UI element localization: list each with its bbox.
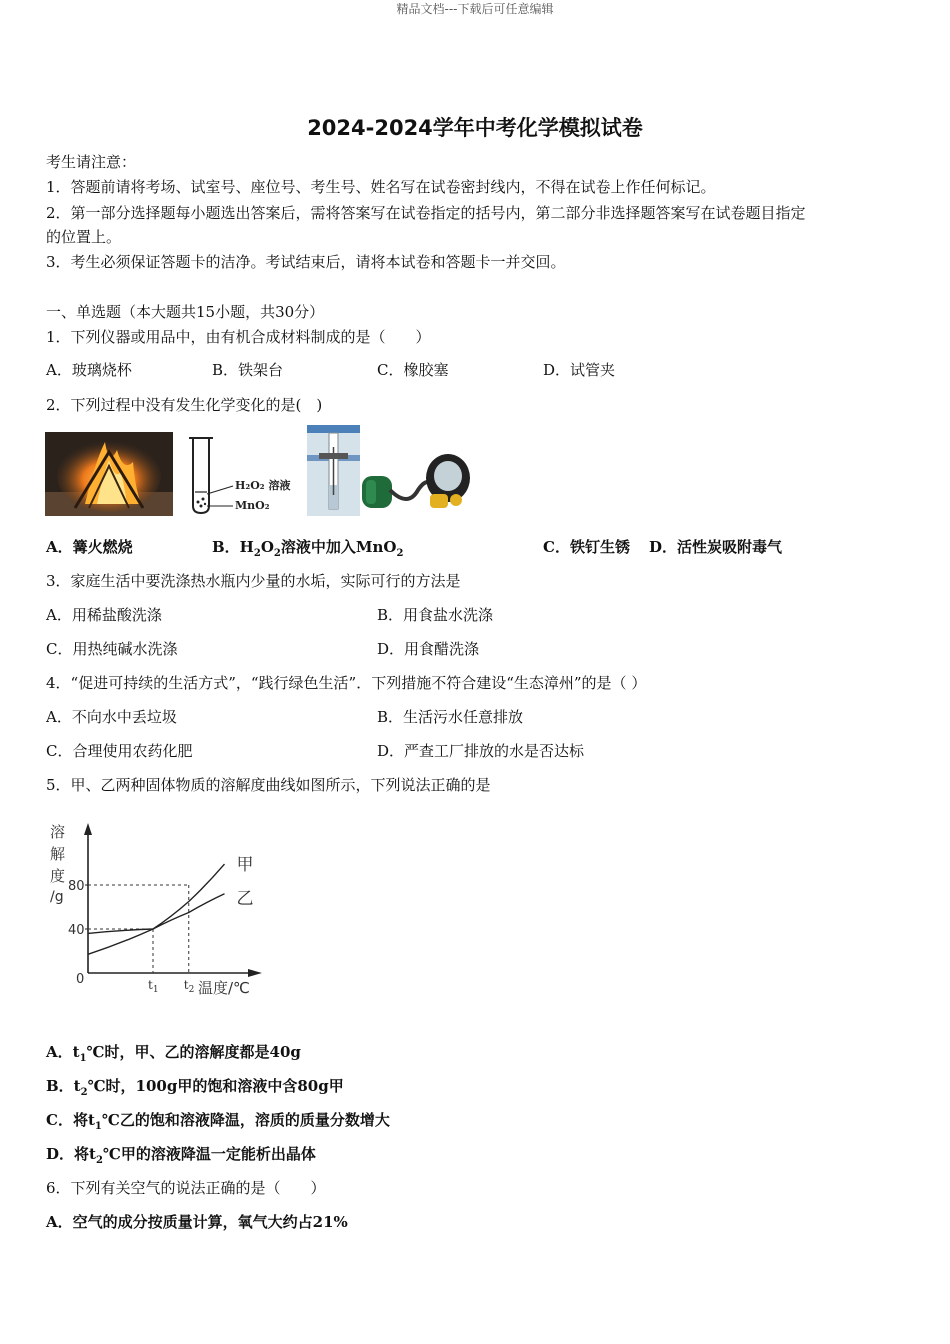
y-tick-label: 80	[68, 879, 85, 894]
q6-stem: 6．下列有关空气的说法正确的是（ ）	[46, 1179, 326, 1197]
q4-stem: 4．“促进可持续的生活方式”，“践行绿色生活”．下列措施不符合建设“生态漳州”的是（ ）	[46, 674, 647, 692]
page-header: 精品文档---下载后可任意编辑	[396, 2, 554, 16]
q1-stem: 1．下列仪器或用品中，由有机合成材料制成的是（ ）	[46, 328, 431, 346]
q3-stem: 3．家庭生活中要洗涤热水瓶内少量的水垢，实际可行的方法是	[46, 572, 461, 590]
notice-line-2-cont: 的位置上。	[46, 228, 122, 246]
q5-option-b: B．$t_2℃$时，100g甲的饱和溶液中含80g甲	[46, 1077, 344, 1098]
notice-line-1: 1．答题前请将考场、试室号、座位号、考生号、姓名写在试卷密封线内，不得在试卷上作任何标记。	[46, 178, 716, 196]
notice-heading: 考生请注意：	[46, 153, 137, 171]
x-tick-label: $t_1$	[148, 978, 159, 995]
q3-option-c: C．用热纯碱水洗涤	[46, 640, 178, 658]
section-heading: 一、单选题（本大题共15小题，共30分）	[46, 303, 325, 321]
mno2-label: MnO₂	[235, 499, 270, 512]
q2-option-d: D．活性炭吸附毒气	[649, 538, 783, 556]
x-tick-label: $t_2$	[183, 978, 195, 995]
x-axis-arrow	[248, 969, 262, 977]
q2-option-b: B．$H_2O_2$溶液中加入MnO$_2$	[212, 538, 404, 559]
exam-title: 2024-2024学年中考化学模拟试卷	[307, 116, 643, 140]
y-axis-label-1: 溶	[50, 823, 66, 841]
q2-stem: 2．下列过程中没有发生化学变化的是( )	[46, 396, 323, 414]
h2o2-label: H₂O₂ 溶液	[235, 479, 291, 492]
q1-option-a: A．玻璃烧杯	[46, 361, 132, 379]
q1-option-d: D．试管夹	[543, 361, 616, 379]
test-tube-image	[183, 436, 303, 516]
y-axis-label-3: 度	[50, 867, 66, 885]
notice-line-3: 3．考生必须保证答题卡的洁净。考试结束后，请将本试卷和答题卡一并交回。	[46, 253, 566, 271]
q4-option-b: B．生活污水任意排放	[377, 708, 524, 726]
series-line-yi	[88, 894, 225, 934]
q4-option-c: C．合理使用农药化肥	[46, 742, 193, 760]
q3-option-d: D．用食醋洗涤	[377, 640, 480, 658]
q5-stem: 5．甲、乙两种固体物质的溶解度曲线如图所示，下列说法正确的是	[46, 776, 491, 794]
series-label-yi: 乙	[236, 888, 254, 909]
y-axis-label-2: 解	[50, 845, 66, 863]
notice-line-2: 2．第一部分选择题每小题选出答案后，需将答案写在试卷指定的括号内，第二部分非选择题答案写在试卷题目指定	[46, 204, 806, 222]
q2-option-a: A．篝火燃烧	[46, 538, 133, 556]
q2-option-c: C．铁钉生锈	[543, 538, 630, 556]
y-axis-label-4: /g	[50, 889, 64, 905]
series-label-jia: 甲	[236, 855, 254, 876]
q3-option-a: A．用稀盐酸洗涤	[46, 606, 162, 624]
y-axis-arrow	[84, 823, 92, 835]
q6-option-a: A．空气的成分按质量计算，氧气大约占21%	[46, 1213, 348, 1231]
solubility-chart	[40, 815, 280, 1005]
q4-option-a: A．不向水中丢垃圾	[46, 708, 177, 726]
y-tick-label: 40	[68, 923, 85, 938]
q5-option-a: A．$t_1℃$时，甲、乙的溶解度都是40g	[46, 1043, 301, 1064]
iron-nail-image	[307, 425, 360, 516]
bonfire-image	[45, 432, 173, 516]
q4-option-d: D．严查工厂排放的水是否达标	[377, 742, 585, 760]
q5-option-d: D．将$t_2℃$甲的溶液降温一定能析出晶体	[46, 1145, 316, 1166]
q5-option-c: C．将$t_1℃$乙的饱和溶液降温，溶质的质量分数增大	[46, 1111, 390, 1132]
gas-mask-image	[360, 450, 472, 516]
q3-option-b: B．用食盐水洗涤	[377, 606, 494, 624]
q1-option-b: B．铁架台	[212, 361, 284, 379]
x-axis-label: 温度/℃	[198, 979, 250, 997]
q1-option-c: C．橡胶塞	[377, 361, 449, 379]
origin-label: 0	[76, 972, 85, 987]
series-line-jia	[88, 864, 225, 954]
